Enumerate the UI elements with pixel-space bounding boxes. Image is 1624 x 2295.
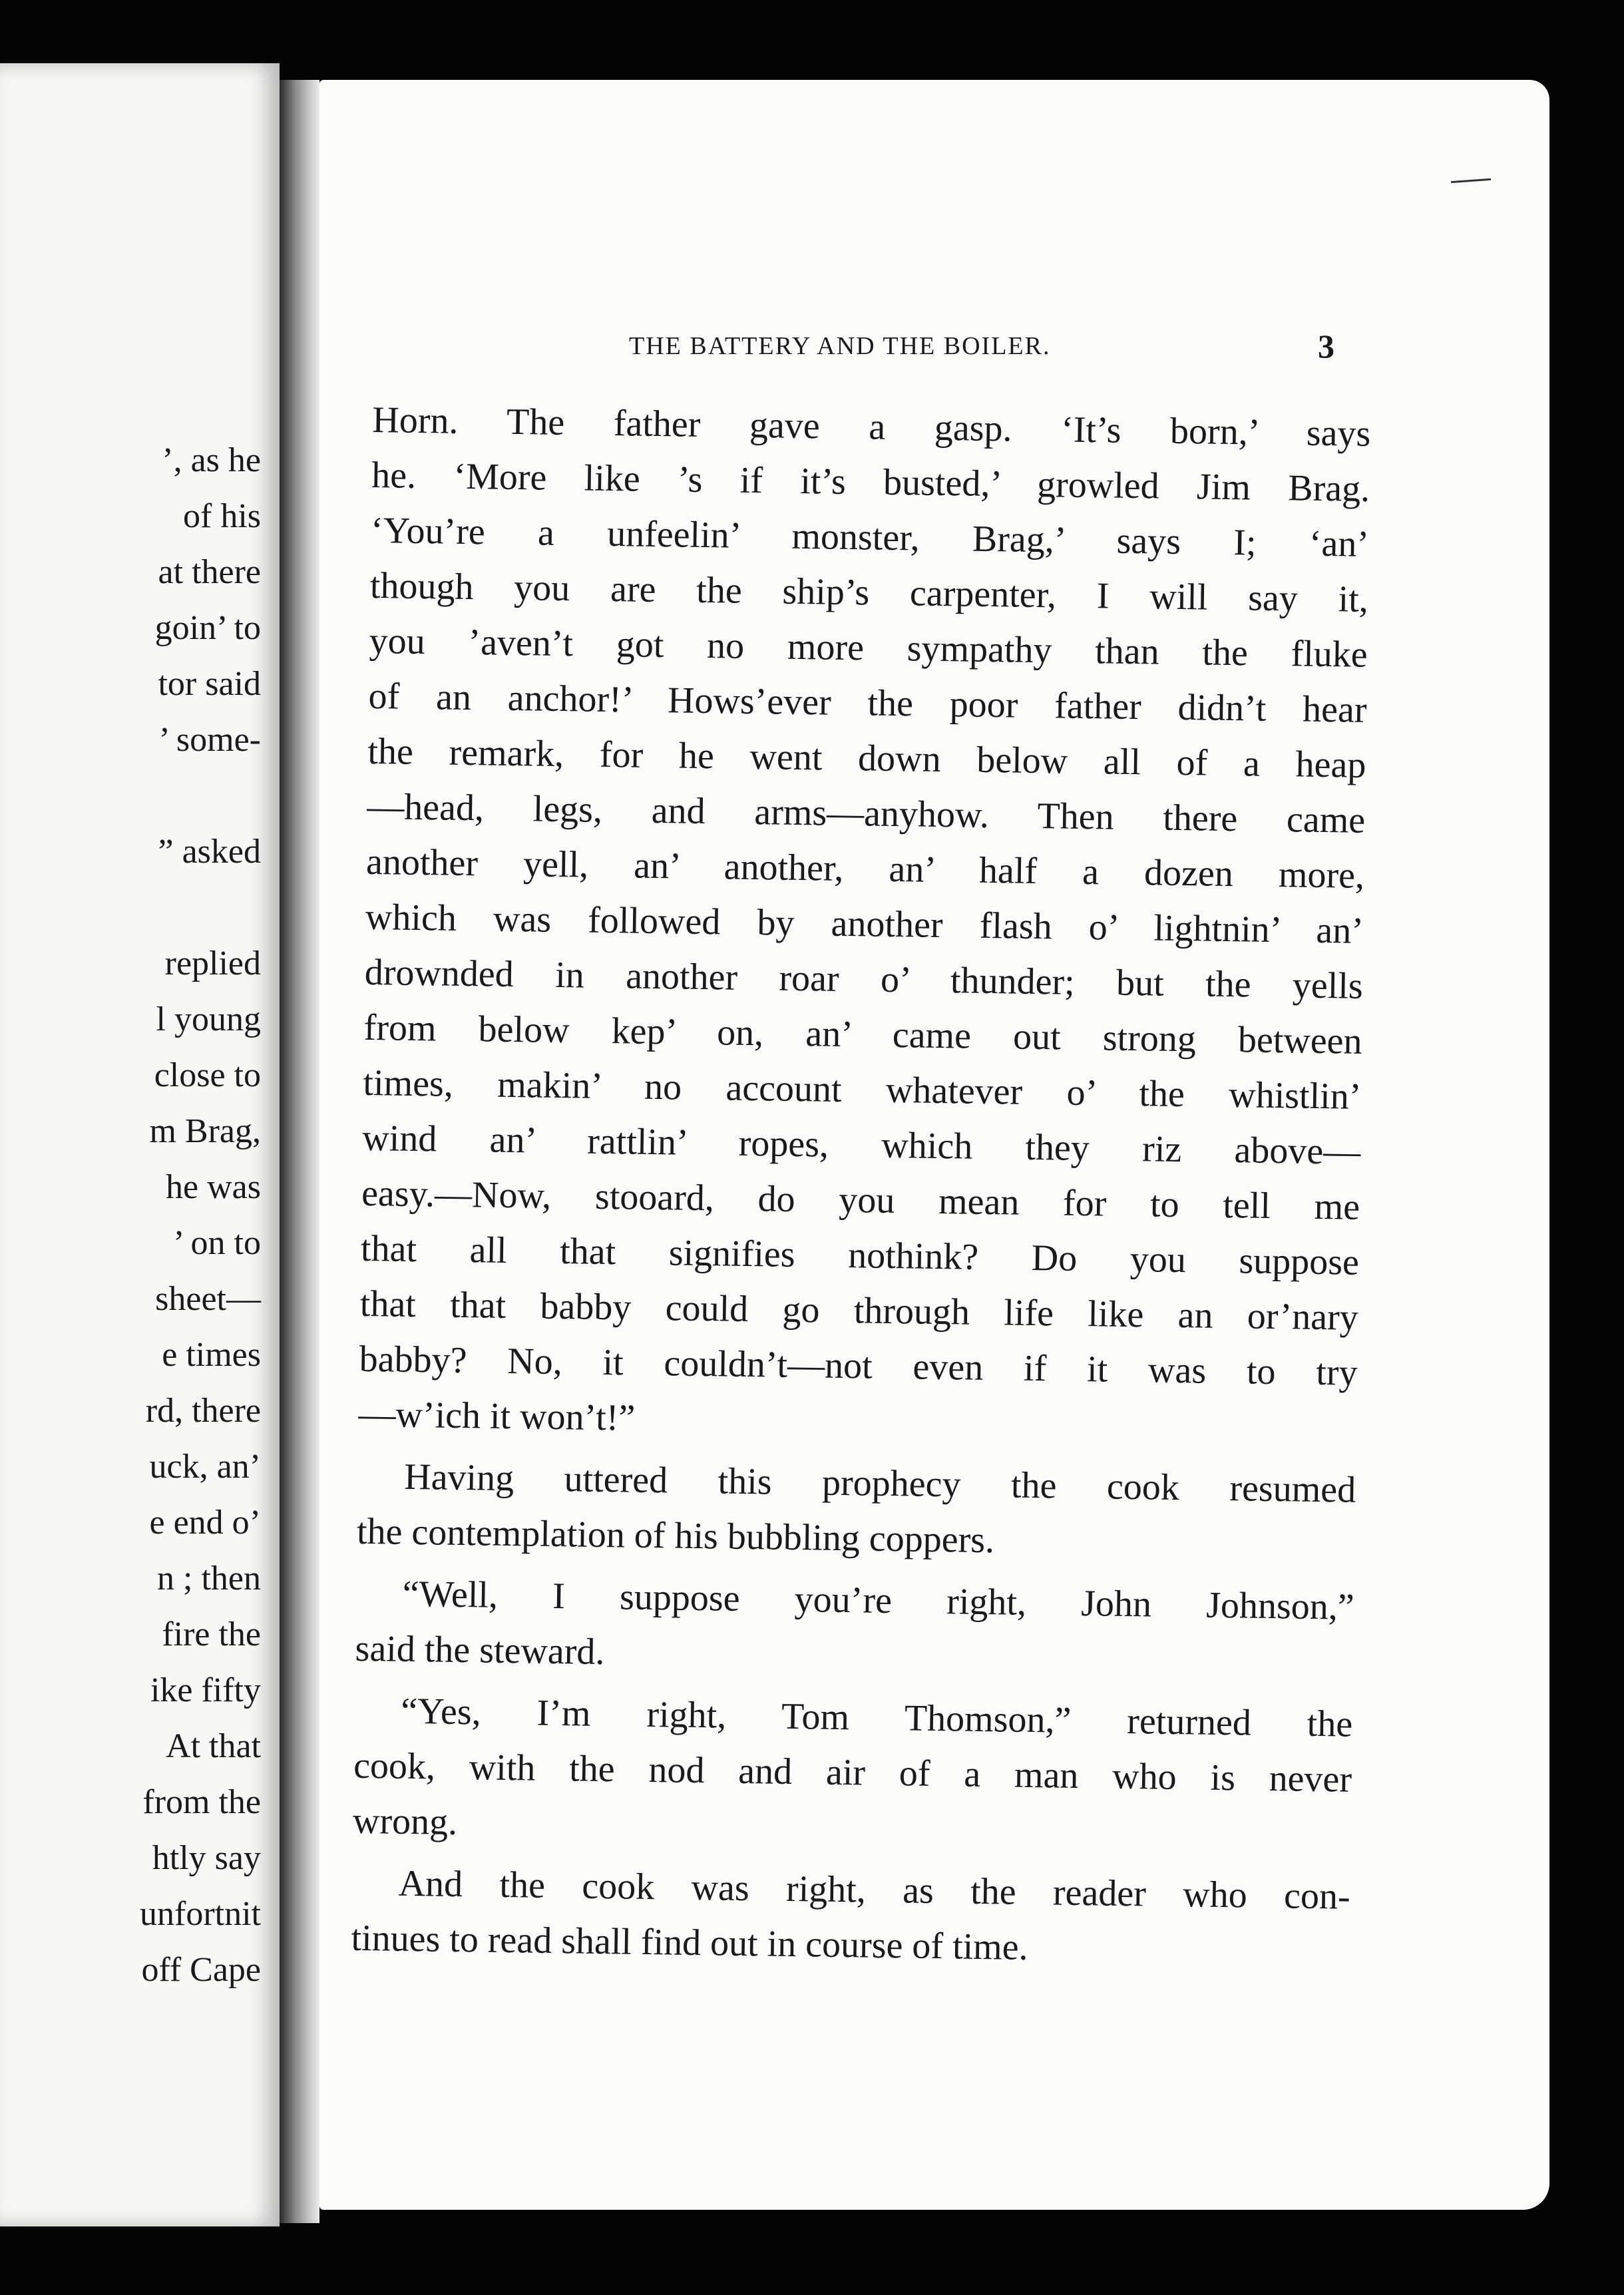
book-gutter	[280, 80, 319, 2223]
text-line: tinues to read shall find out in course of time.	[351, 1917, 1029, 1968]
text-line: which was followed by another flash o’ lightnin’ an’	[365, 896, 1364, 952]
left-line: at there	[158, 553, 261, 591]
text-line: wrong.	[352, 1800, 458, 1843]
text-line: “Well, I suppose you’re right, John Johnson,”	[402, 1573, 1355, 1628]
text-line: ‘You’re a unfeelin’ monster, Brag,’ says I; ‘an’	[370, 509, 1370, 565]
text-line: Having uttered this prophecy the cook resumed	[403, 1456, 1356, 1511]
text-line: that all that signifies nothink? Do you suppose	[360, 1227, 1360, 1283]
left-line: ike fifty	[150, 1671, 261, 1709]
body-text	[351, 393, 1371, 1980]
text-line: wind an’ rattlin’ ropes, which they riz above—	[361, 1117, 1361, 1173]
left-page	[0, 63, 280, 2226]
text-line: drownded in another roar o’ thunder; but the yells	[364, 951, 1364, 1007]
left-line: fire the	[162, 1615, 261, 1653]
text-line: Horn. The father gave a gasp. ‘It’s born,’ says	[371, 399, 1371, 455]
text-line: “Yes, I’m right, Tom Thomson,” returned the	[400, 1690, 1353, 1745]
left-line: l young	[156, 1000, 261, 1038]
left-line: ” asked	[158, 833, 261, 871]
text-line: another yell, an’ another, an’ half a dozen more,	[365, 841, 1365, 897]
text-line: cook, with the nod and air of a man who is never	[353, 1745, 1352, 1800]
text-line: easy.—Now, stooard, do you mean for to tell me	[361, 1172, 1360, 1228]
left-line: ʼ, as he	[162, 441, 261, 479]
left-line: ’ on to	[173, 1224, 261, 1262]
left-line: uck, an’	[149, 1448, 261, 1486]
right-page	[319, 80, 1549, 2210]
left-line: m Brag,	[149, 1112, 261, 1150]
text-line: the remark, for he went down below all of a heap	[367, 730, 1366, 786]
text-line: the contemplation of his bubbling coppers.	[356, 1510, 995, 1562]
text-line: times, makin’ no account whatever o’ the whistlin’	[363, 1062, 1362, 1118]
left-line: At that	[166, 1727, 261, 1765]
text-line: —head, legs, and arms—anyhow. Then there came	[366, 785, 1366, 841]
left-line: goin’ to	[154, 609, 261, 647]
left-page-text	[140, 433, 261, 1998]
left-line: sheet—	[155, 1280, 261, 1318]
text-line: babby? No, it couldn’t—not even if it was to try	[359, 1338, 1358, 1394]
left-line: he was	[166, 1168, 261, 1206]
text-line: he. ‘More like ’s if it’s busted,’ growled Jim Brag.	[371, 454, 1370, 510]
ink-fleck	[1451, 178, 1491, 183]
text-line: from below kep’ on, an’ came out strong between	[363, 1006, 1362, 1062]
left-line: rd, there	[145, 1392, 261, 1430]
left-line: e times	[162, 1336, 261, 1374]
text-line: —w’ich it won’t!”	[358, 1393, 636, 1439]
page-number: 3	[1318, 327, 1334, 365]
page-header	[319, 319, 1549, 373]
left-line: ’ some-	[158, 721, 261, 759]
left-line: close to	[154, 1056, 261, 1094]
left-line: from the	[142, 1783, 261, 1821]
text-line: And the cook was right, as the reader who con-	[398, 1862, 1351, 1918]
text-line: of an anchor!’ Hows’ever the poor father didn’t hear	[368, 675, 1367, 731]
left-line: tor said	[158, 665, 261, 703]
text-line: that that babby could go through life like an or’nary	[359, 1283, 1359, 1339]
left-line: e end o’	[149, 1504, 261, 1542]
left-line: replied	[164, 944, 261, 982]
left-line: htly say	[152, 1839, 261, 1877]
left-line	[140, 768, 261, 824]
text-line: said the steward.	[355, 1627, 605, 1673]
left-line: unfortnit	[140, 1895, 261, 1933]
text-line: you ’aven’t got no more sympathy than the fluke	[369, 620, 1368, 676]
left-line: off Cape	[141, 1951, 261, 1989]
running-head: THE BATTERY AND THE BOILER.	[629, 332, 1051, 360]
left-line	[140, 880, 261, 936]
left-line: n ; then	[157, 1560, 261, 1597]
text-line: though you are the ship’s carpenter, I will say it,	[369, 564, 1369, 620]
left-line: of his	[183, 497, 261, 535]
